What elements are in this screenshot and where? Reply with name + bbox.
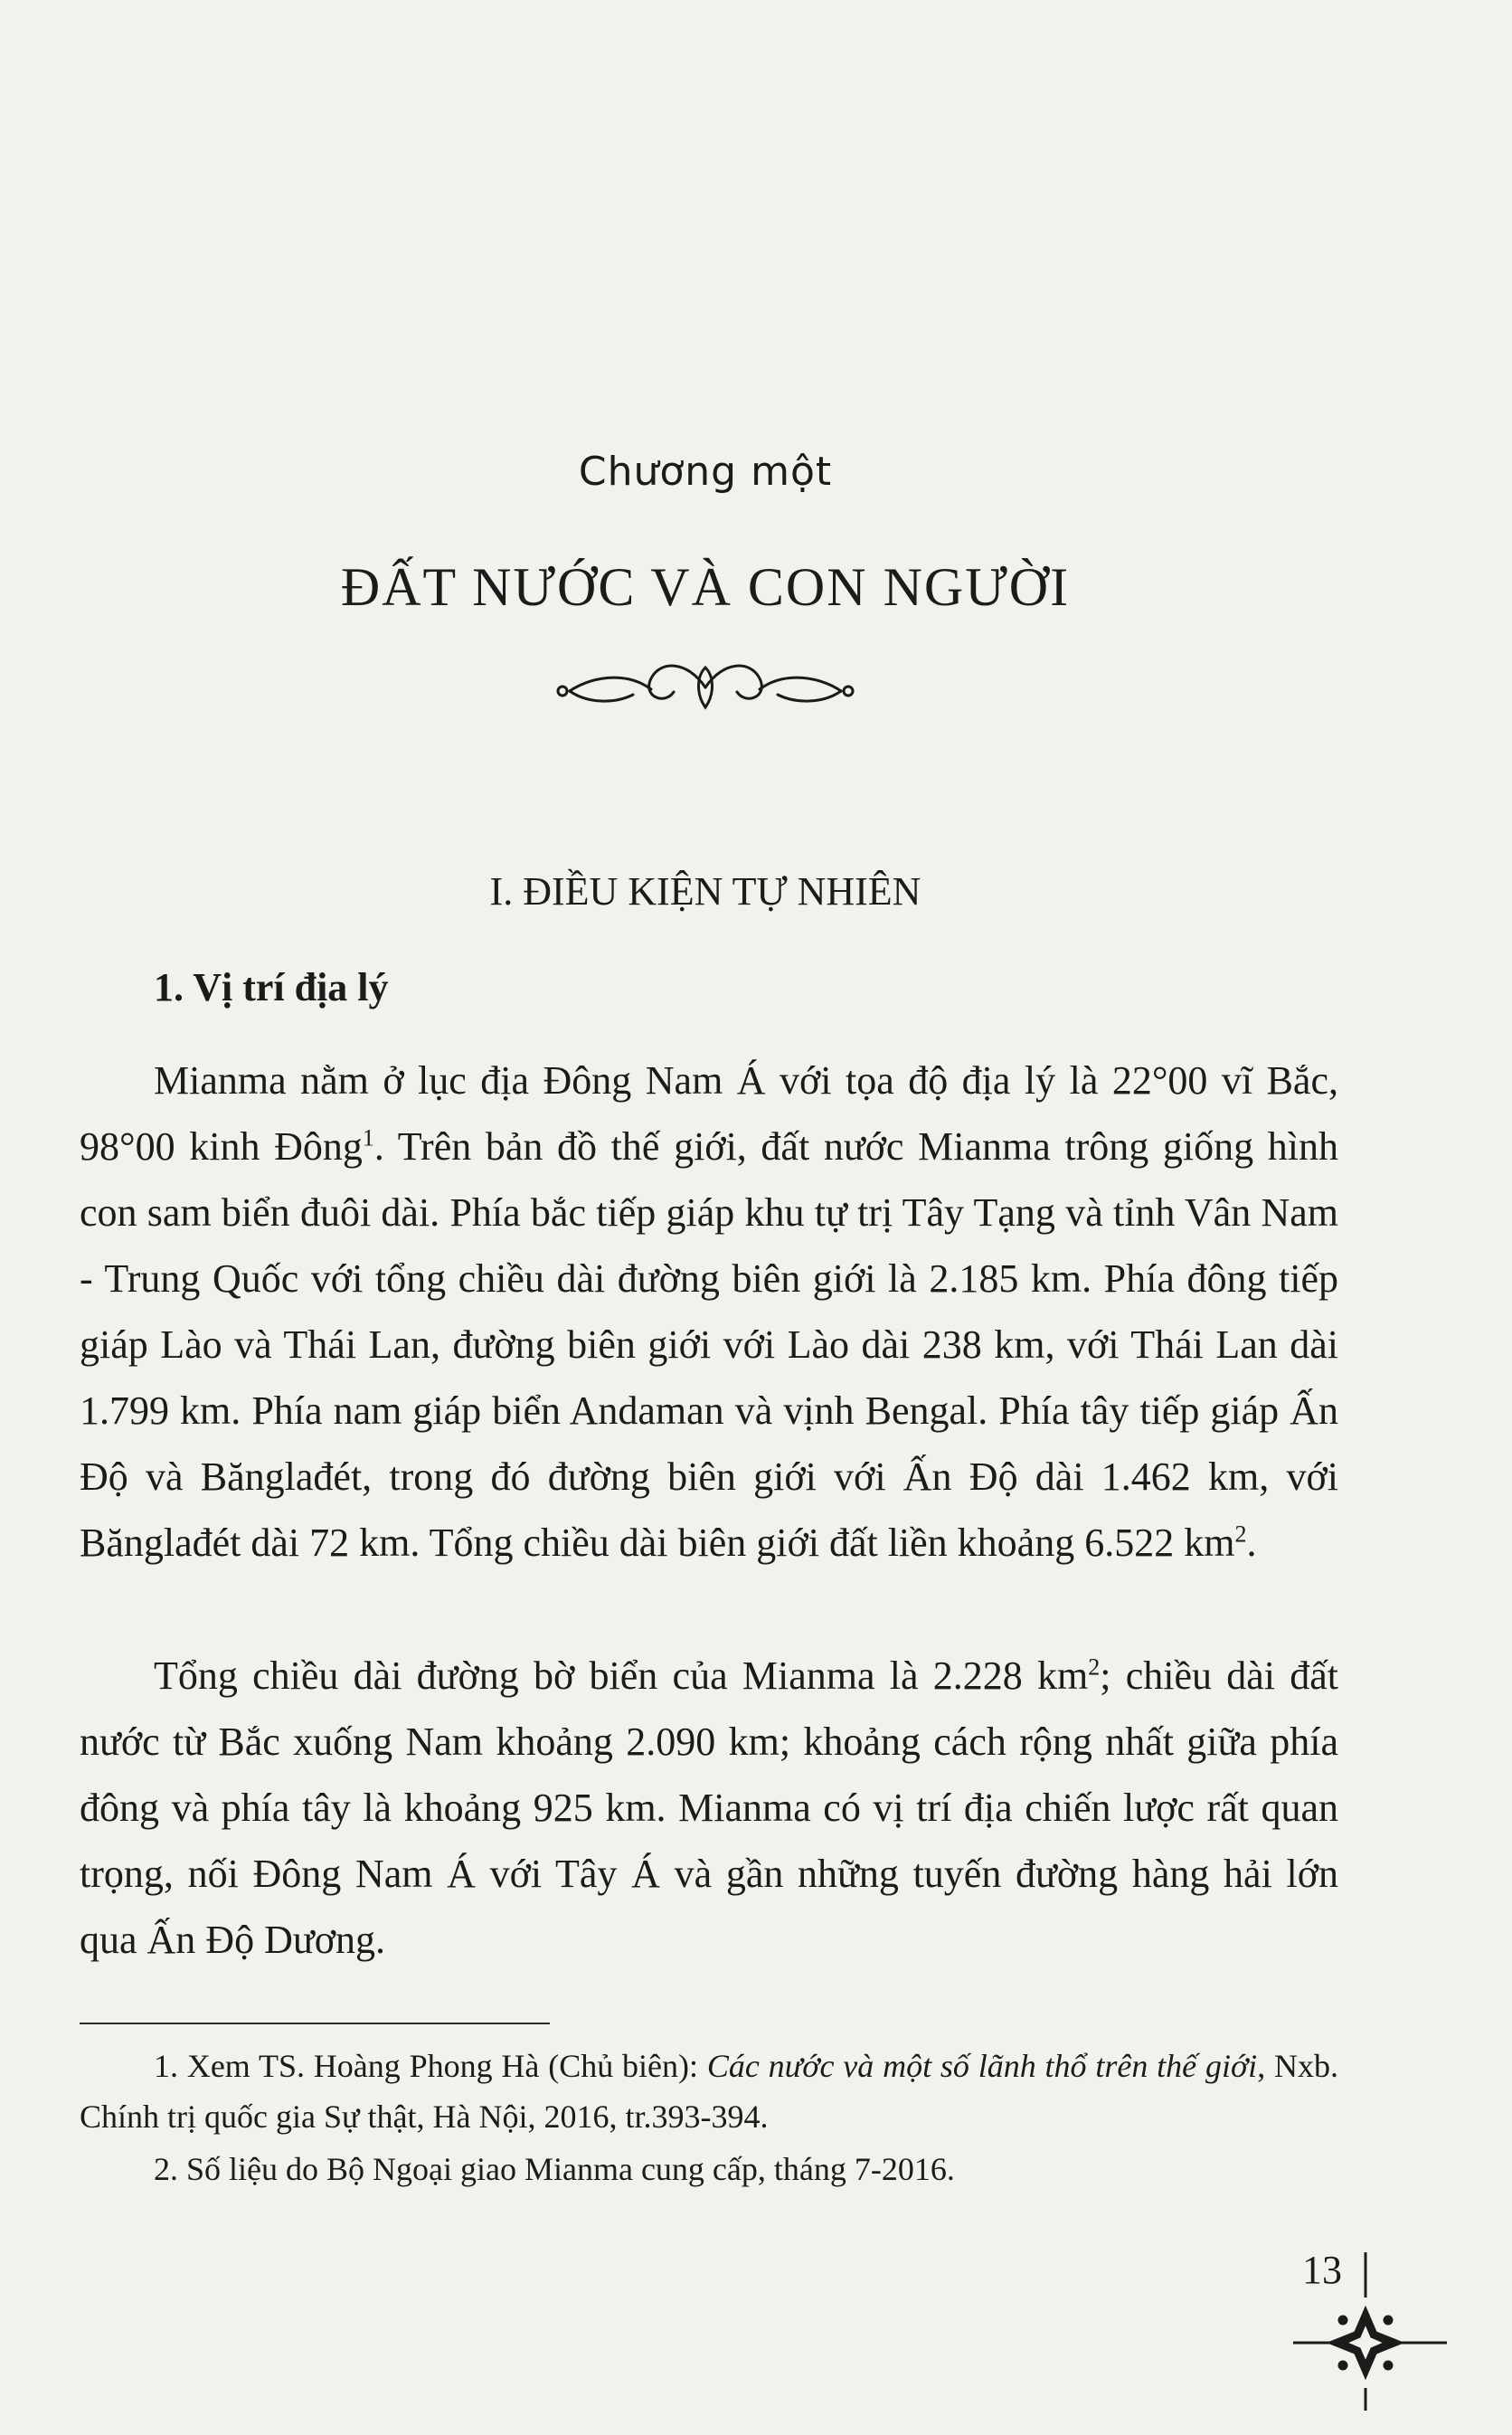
footnote: 2. Số liệu do Bộ Ngoại giao Mianma cung cấp, tháng 7-2016.	[154, 2151, 955, 2187]
superscript: 2	[1234, 1521, 1247, 1548]
subheading: 1. Vị trí địa lý	[154, 965, 389, 1009]
footnote-text: 1. Xem TS. Hoàng Phong Hà (Chủ biên):	[154, 2048, 707, 2084]
chapter-title: ĐẤT NƯỚC VÀ CON NGƯỜI	[340, 557, 1071, 617]
chapter-label: Chương một	[578, 449, 833, 495]
footnote-book-title: Các nước và một số lãnh thổ trên thế giới	[706, 2048, 1258, 2084]
paragraph-text: Mianma nằm ở lục địa Đông Nam Á với tọa độ địa lý là 22°00 vĩ Bắc, 98°00 kinh Đông	[80, 1058, 1338, 1169]
paragraph	[80, 1643, 1338, 1973]
flourish-ornament-icon	[552, 651, 859, 724]
footnote-divider	[80, 2023, 550, 2024]
bleed-through-texture	[54, 109, 1338, 461]
footnote-ref: 1	[362, 1124, 374, 1151]
paragraph-text: .	[1246, 1521, 1257, 1565]
superscript: 2	[1088, 1653, 1101, 1681]
footnote-text: , Nxb. Chính trị quốc gia Sự thật, Hà Nội, 2016, tr.393-394.	[80, 2048, 1339, 2135]
paragraph-text: . Trên bản đồ thế giới, đất nước Mianma trông giống hình con sam biển đuôi dài. Phía bắc tiếp giáp khu tự trị Tây Tạng và tỉnh Vân Nam - Trung Quốc với tổng chiều dài đường biên giới là 2.185 km. Phía đông tiếp giáp Lào và Thái Lan, đường biên giới với Lào dài 238 km, với Thái Lan dài 1.799 km. Phía nam giáp biển Andaman và vịnh Bengal. Phía tây tiếp giáp Ấn Độ và Bănglađét, trong đó đường biên giới với Ấn Độ dài 1.462 km, với Bănglađét dài 72 km. Tổng chiều dài biên giới đất liền khoảng 6.522 km	[80, 1124, 1338, 1565]
page-number: 13	[1302, 2248, 1342, 2292]
paragraph-text: Tổng chiều dài đường bờ biển của Mianma là 2.228 km	[154, 1653, 1089, 1698]
footnote	[80, 2041, 1338, 2142]
paragraph	[80, 1047, 1338, 1576]
section-heading: I. ĐIỀU KIỆN TỰ NHIÊN	[489, 869, 921, 914]
paragraph-text: ; chiều dài đất nước từ Bắc xuống Nam khoảng 2.090 km; khoảng cách rộng nhất giữa phía đông và phía tây là khoảng 925 km. Mianma có vị trí địa chiến lược rất quan trọng, nối Đông Nam Á với Tây Á và gần những tuyến đường hàng hải lớn qua Ấn Độ Dương.	[80, 1653, 1339, 1962]
